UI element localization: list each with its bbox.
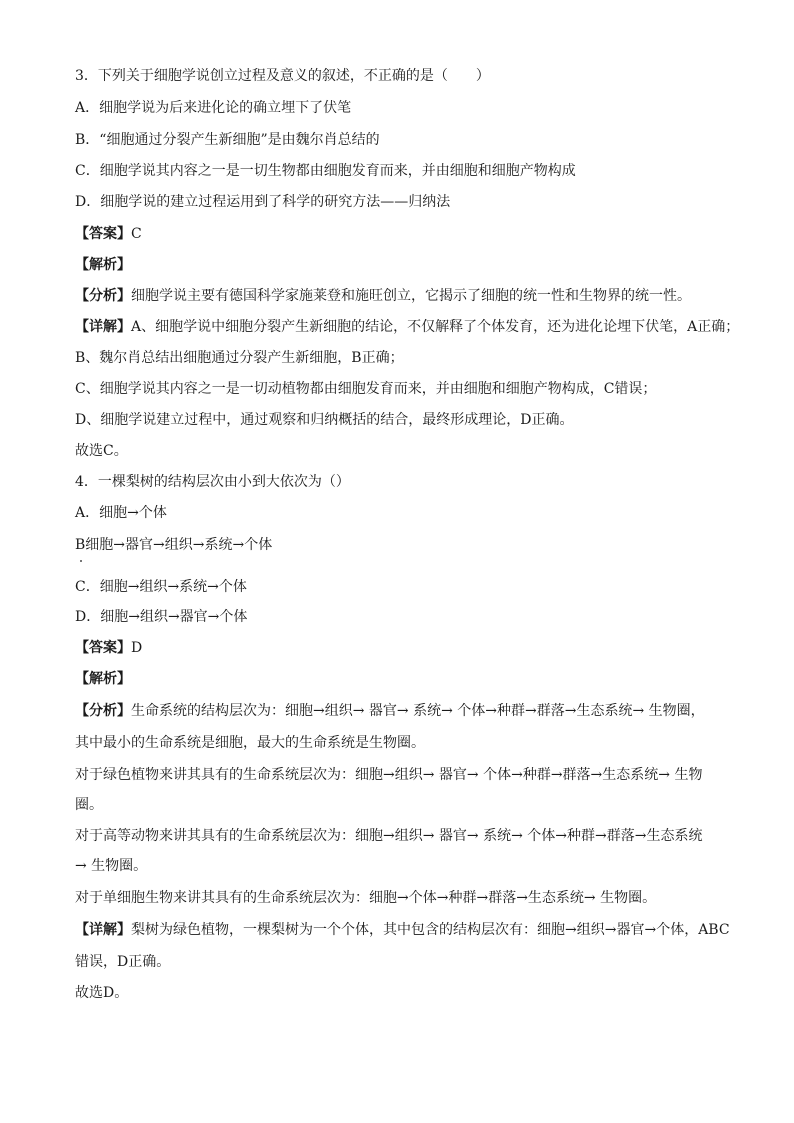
q4-analysis-heading: [75, 669, 131, 689]
q3-detail-b: B、魏尔肖总结出细胞通过分裂产生新细胞，B正确；: [75, 350, 404, 366]
stray-dot: [80, 560, 82, 562]
q3-answer: [75, 224, 142, 244]
q3-detail-d: D、细胞学说建立过程中，通过观察和归纳概括的结合，最终形成理论，D正确。: [75, 412, 574, 428]
q3-fenxi: [75, 286, 691, 306]
fenxi-text: 生命系统的结构层次为：细胞→组织→ 器官→ 系统→ 个体→种群→群落→生态系统→ 生物圈，: [131, 703, 705, 719]
q4-option-c: C．细胞→组织→系统→个体: [75, 579, 247, 595]
q3-option-b: B．“细胞通过分裂产生新细胞”是由魏尔肖总结的: [75, 132, 380, 148]
q4-fenxi: [75, 701, 705, 721]
analysis-tag: 【解析】: [75, 257, 131, 273]
q4-answer: [75, 638, 142, 658]
q3-option-a: A．细胞学说为后来进化论的确立埋下了伏笔: [75, 100, 352, 116]
q4-option-a: A．细胞→个体: [75, 505, 167, 521]
q4-analysis-line-6: 对于单细胞生物来讲其具有的生命系统层次为：细胞→个体→种群→群落→生态系统→ 生物圈。: [75, 890, 657, 906]
q3-detail-c: C、细胞学说其内容之一是一切动植物都由细胞发育而来，并由细胞和细胞产物构成，C错误；: [75, 381, 657, 397]
q4-option-b: B细胞→器官→组织→系统→个体: [75, 537, 273, 553]
fenxi-tag: 【分析】: [75, 703, 131, 719]
q3-conclusion: 故选C。: [75, 443, 128, 459]
xiangjie-text: 梨树为绿色植物，一棵梨树为一个个体，其中包含的结构层次有：细胞→组织→器官→个体，ABC: [131, 922, 730, 938]
q3-analysis-heading: [75, 255, 131, 275]
q4-analysis-line-5: → 生物圈。: [75, 858, 148, 874]
answer-value: D: [131, 640, 143, 656]
q4-analysis-line-1: 其中最小的生命系统是细胞，最大的生命系统是生物圈。: [75, 735, 425, 751]
q4-detail-tail: 错误，D正确。: [75, 954, 171, 970]
answer-tag: 【答案】: [75, 226, 131, 242]
q4-analysis-line-4: 对于高等动物来讲其具有的生命系统层次为：细胞→组织→ 器官→ 系统→ 个体→种群→群落→生态系统: [75, 828, 703, 844]
q4-xiangjie: [75, 920, 730, 940]
xiangjie-tag: 【详解】: [75, 922, 131, 938]
xiangjie-text: A、细胞学说中细胞分裂产生新细胞的结论，不仅解释了个体发育，还为进化论埋下伏笔，A正确；: [131, 319, 740, 335]
q3-xiangjie: [75, 317, 739, 337]
q4-analysis-line-2: 对于绿色植物来讲其具有的生命系统层次为：细胞→组织→ 器官→ 个体→种群→群落→生态系统→ 生物: [75, 767, 703, 783]
answer-value: C: [131, 226, 142, 242]
fenxi-tag: 【分析】: [75, 288, 131, 304]
fenxi-text: 细胞学说主要有德国科学家施莱登和施旺创立，它揭示了细胞的统一性和生物界的统一性。: [131, 288, 691, 304]
q4-stem: 4．一棵梨树的结构层次由小到大依次为（）: [75, 474, 350, 490]
q3-option-c: C．细胞学说其内容之一是一切生物都由细胞发育而来，并由细胞和细胞产物构成: [75, 163, 576, 179]
q4-conclusion: 故选D。: [75, 985, 129, 1001]
xiangjie-tag: 【详解】: [75, 319, 131, 335]
analysis-tag: 【解析】: [75, 671, 131, 687]
q4-analysis-line-3: 圈。: [75, 797, 103, 813]
q3-option-d: D．细胞学说的建立过程运用到了科学的研究方法——归纳法: [75, 194, 451, 210]
answer-tag: 【答案】: [75, 640, 131, 656]
q3-stem: 3．下列关于细胞学说创立过程及意义的叙述，不正确的是（ ）: [75, 68, 490, 84]
q4-option-d: D．细胞→组织→器官→个体: [75, 609, 248, 625]
